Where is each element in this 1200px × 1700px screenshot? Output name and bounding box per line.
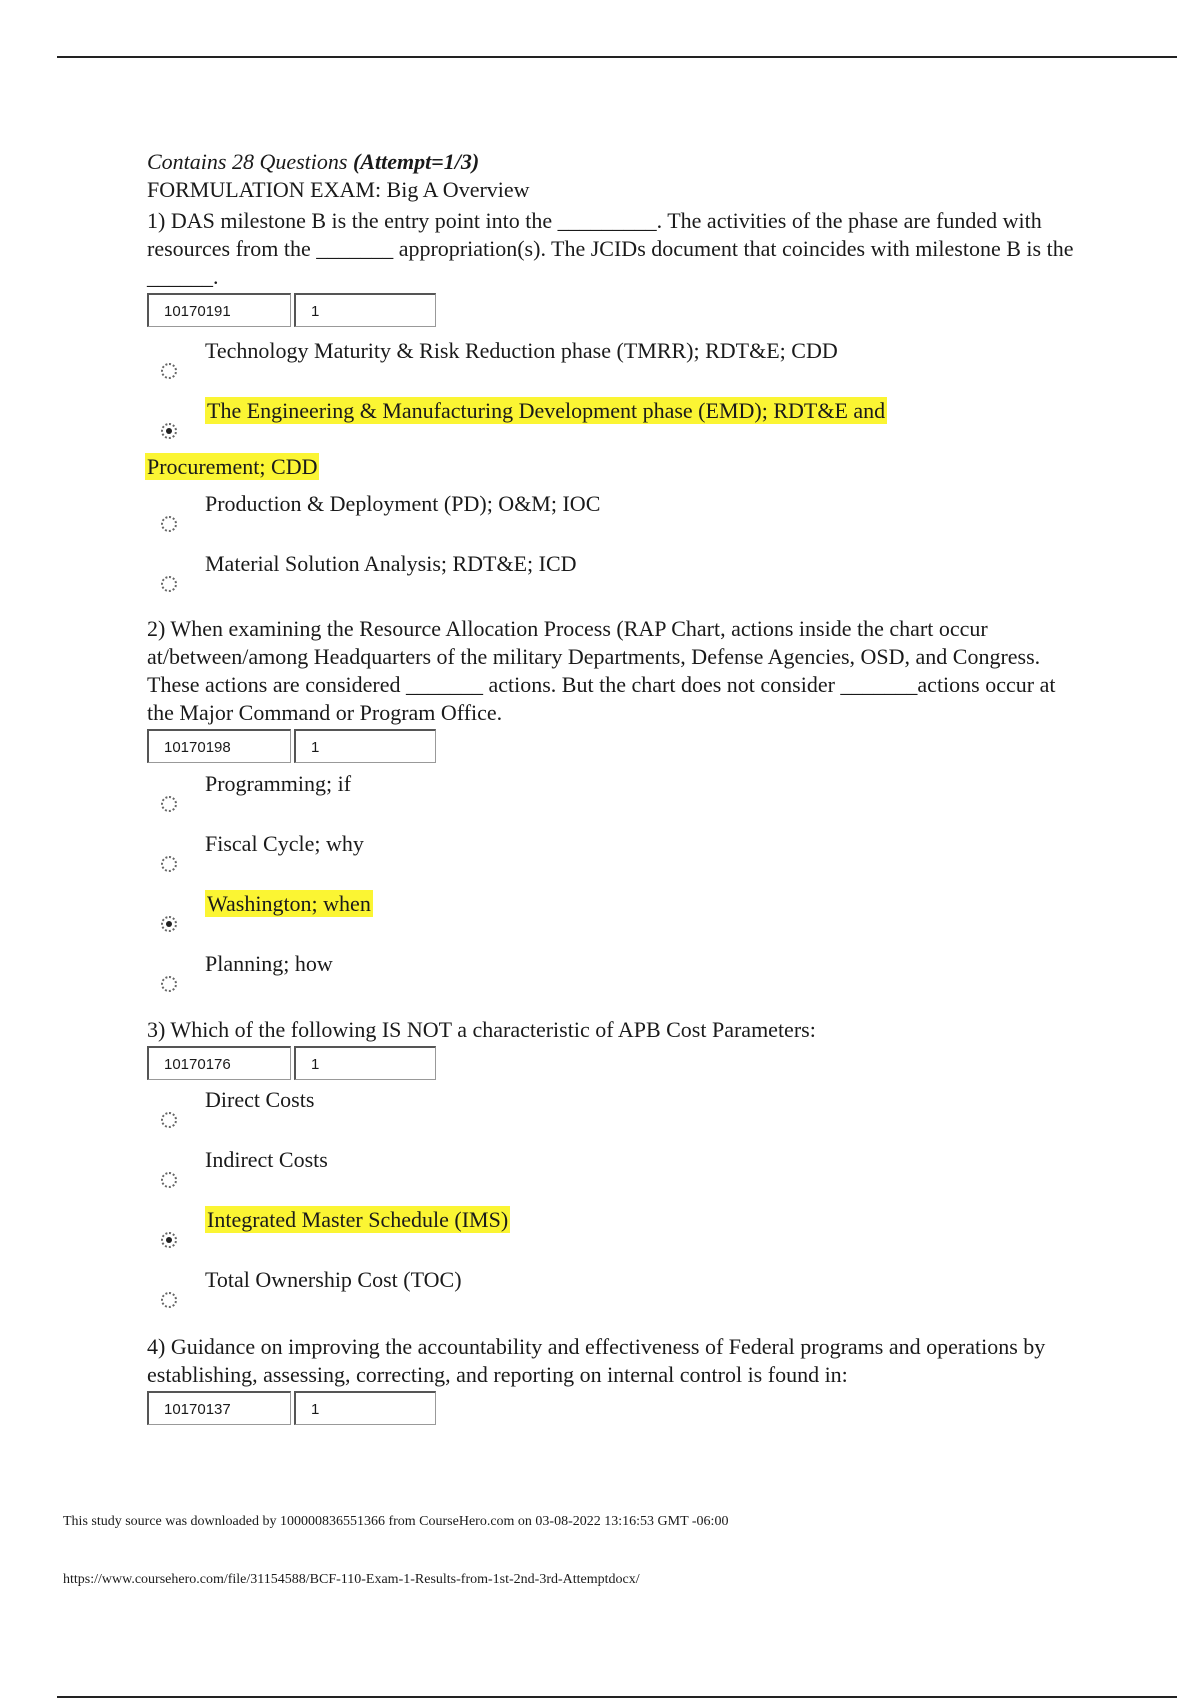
radio-button[interactable] [161, 976, 177, 992]
radio-button[interactable] [161, 796, 177, 812]
option-label-highlighted: Washington; when [207, 891, 371, 916]
answer-option[interactable] [147, 1146, 1047, 1206]
source-url[interactable]: https://www.coursehero.com/file/31154588/BCF-110-Exam-1-Results-from-1st-2nd-3rd-Attemptdocx/ [63, 1572, 640, 1587]
option-label: Technology Maturity & Risk Reduction phase (TMRR); RDT&E; CDD [205, 338, 838, 363]
option-label: Indirect Costs [205, 1147, 328, 1172]
radio-button-selected[interactable] [161, 1232, 177, 1248]
answer-option-selected[interactable] [147, 890, 1047, 950]
question-meta [147, 1046, 1087, 1080]
download-notice: This study source was downloaded by 100000836551366 from CourseHero.com on 03-08-2022 13:16:53 GMT -06:00 [63, 1514, 729, 1529]
exam-header [147, 148, 1087, 176]
question-2 [147, 615, 1087, 763]
option-label: Planning; how [205, 951, 333, 976]
radio-button[interactable] [161, 1292, 177, 1308]
radio-button[interactable] [161, 1172, 177, 1188]
answer-option[interactable] [147, 770, 1047, 830]
answer-option[interactable] [147, 337, 1087, 397]
question-text: 4) Guidance on improving the accountability and effectiveness of Federal programs and operations by establishing, assessing, correcting, and reporting on internal control is found in: [147, 1334, 1046, 1387]
radio-button[interactable] [161, 516, 177, 532]
question-score-field: 1 [294, 729, 436, 763]
question-4 [147, 1333, 1087, 1425]
option-label-continued: Procurement; CDD [147, 454, 318, 479]
question-id-field: 10170198 [147, 729, 291, 763]
answer-option[interactable] [147, 1266, 1047, 1326]
answer-option[interactable] [147, 490, 1047, 550]
question-id-field: 10170176 [147, 1046, 291, 1080]
answer-option[interactable] [147, 550, 1047, 610]
question-text: 1) DAS milestone B is the entry point into the _________. The activities of the phase are funded with resources from the _______ appropriation(s). The JCIDs document that coincides with milestone B is the ______. [147, 208, 1074, 289]
attempt-label: (Attempt=1/3) [352, 149, 480, 174]
option-label-highlighted: Integrated Master Schedule (IMS) [207, 1207, 509, 1232]
radio-button[interactable] [161, 576, 177, 592]
option-label: Direct Costs [205, 1087, 315, 1112]
radio-button-selected[interactable] [161, 916, 177, 932]
question-score-field: 1 [294, 293, 436, 327]
question-text: 2) When examining the Resource Allocation Process (RAP Chart, actions inside the chart occur at/between/among Headquarters of the military Departments, Defense Agencies, OSD, and Congress. These actions are considered _______ actions. But the chart does not consider _______actions occur at the Major Command or Program Office. [147, 616, 1056, 725]
answer-options [147, 337, 1087, 483]
exam-title: FORMULATION EXAM: Big A Overview [147, 177, 530, 202]
question-3 [147, 1016, 1087, 1080]
question-1 [147, 207, 1087, 483]
answer-option-selected[interactable] [147, 1206, 1047, 1266]
option-label: Material Solution Analysis; RDT&E; ICD [205, 551, 577, 576]
option-label: Production & Deployment (PD); O&M; IOC [205, 491, 601, 516]
radio-button[interactable] [161, 363, 177, 379]
question-score-field: 1 [294, 1391, 436, 1425]
top-rule [57, 56, 1177, 58]
radio-button[interactable] [161, 1112, 177, 1128]
question-text: 3) Which of the following IS NOT a characteristic of APB Cost Parameters: [147, 1017, 816, 1042]
option-label: Programming; if [205, 771, 352, 796]
answer-option[interactable] [147, 1086, 1047, 1146]
question-id-field: 10170191 [147, 293, 291, 327]
radio-button[interactable] [161, 856, 177, 872]
option-label: Total Ownership Cost (TOC) [205, 1267, 462, 1292]
option-label: Fiscal Cycle; why [205, 831, 364, 856]
question-meta [147, 1391, 1087, 1425]
question-count: Contains 28 Questions [147, 149, 348, 174]
question-score-field: 1 [294, 1046, 436, 1080]
bottom-rule [57, 1696, 1177, 1698]
question-id-field: 10170137 [147, 1391, 291, 1425]
answer-option[interactable] [147, 950, 1047, 1010]
exam-content [147, 148, 1087, 483]
answer-option[interactable] [147, 830, 1047, 890]
answer-option[interactable] [147, 423, 1087, 483]
option-label-highlighted: The Engineering & Manufacturing Development phase (EMD); RDT&E and [207, 398, 886, 423]
question-meta [147, 293, 1087, 327]
question-meta [147, 729, 1087, 763]
